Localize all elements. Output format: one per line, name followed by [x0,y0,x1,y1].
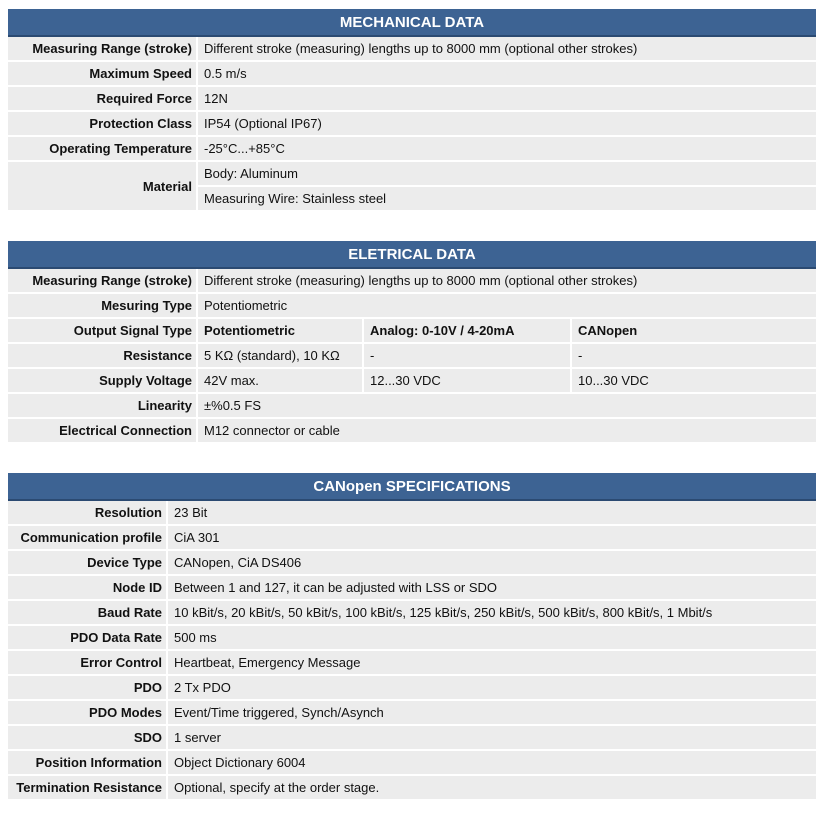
row-label: Supply Voltage [8,369,198,394]
table-row [8,501,816,526]
row-label: Baud Rate [8,601,168,626]
row-value: Object Dictionary 6004 [168,751,816,776]
row-value: 5 KΩ (standard), 10 KΩ [198,344,364,369]
row-value: Optional, specify at the order stage. [168,776,816,801]
row-label: Output Signal Type [8,319,198,344]
row-value: ±%0.5 FS [198,394,816,419]
table-row [8,162,816,187]
row-label: Material [8,162,198,212]
table-row [8,137,816,162]
row-label: Operating Temperature [8,137,198,162]
row-label: Position Information [8,751,168,776]
canopen-specifications-header: CANopen SPECIFICATIONS [8,473,816,501]
table-row [8,37,816,62]
electrical-data-header: ELETRICAL DATA [8,241,816,269]
canopen-specifications-section [8,473,816,801]
electrical-data-section [8,241,816,444]
row-value: M12 connector or cable [198,419,816,444]
row-value: 42V max. [198,369,364,394]
output-potentiometric-header: Potentiometric [198,319,364,344]
row-value: Between 1 and 127, it can be adjusted with LSS or SDO [168,576,816,601]
row-value: 0.5 m/s [198,62,816,87]
row-label: SDO [8,726,168,751]
row-label: PDO [8,676,168,701]
row-value: 500 ms [168,626,816,651]
table-row [8,62,816,87]
table-row [8,676,816,701]
table-row [8,112,816,137]
mechanical-data-table [8,37,816,212]
row-label: Error Control [8,651,168,676]
row-label: PDO Modes [8,701,168,726]
row-label: Resolution [8,501,168,526]
row-label: Termination Resistance [8,776,168,801]
table-row [8,419,816,444]
output-analog-header: Analog: 0-10V / 4-20mA [364,319,572,344]
table-row [8,551,816,576]
row-value: 1 server [168,726,816,751]
row-label: PDO Data Rate [8,626,168,651]
table-row [8,776,816,801]
electrical-data-table [8,269,816,444]
table-row [8,87,816,112]
row-value: 23 Bit [168,501,816,526]
row-value: Different stroke (measuring) lengths up to 8000 mm (optional other strokes) [198,269,816,294]
row-value: 10...30 VDC [572,369,816,394]
table-row [8,319,816,344]
table-row [8,751,816,776]
row-label: Communication profile [8,526,168,551]
row-value: Event/Time triggered, Synch/Asynch [168,701,816,726]
row-value: 12N [198,87,816,112]
row-label: Node ID [8,576,168,601]
row-value: Potentiometric [198,294,816,319]
table-row [8,369,816,394]
row-label: Measuring Range (stroke) [8,37,198,62]
row-value: -25°C...+85°C [198,137,816,162]
row-label: Required Force [8,87,198,112]
table-row [8,269,816,294]
table-row [8,601,816,626]
row-label: Measuring Range (stroke) [8,269,198,294]
row-label: Device Type [8,551,168,576]
row-value: - [364,344,572,369]
row-label: Electrical Connection [8,419,198,444]
mechanical-data-section [8,9,816,212]
table-row [8,294,816,319]
row-value: CiA 301 [168,526,816,551]
table-row [8,626,816,651]
output-canopen-header: CANopen [572,319,816,344]
table-row [8,344,816,369]
row-value: Different stroke (measuring) lengths up to 8000 mm (optional other strokes) [198,37,816,62]
row-value: CANopen, CiA DS406 [168,551,816,576]
row-value: 10 kBit/s, 20 kBit/s, 50 kBit/s, 100 kBit/s, 125 kBit/s, 250 kBit/s, 500 kBit/s, 800 kBit/s, 1 Mbit/s [168,601,816,626]
row-label: Protection Class [8,112,198,137]
row-value: - [572,344,816,369]
row-label: Mesuring Type [8,294,198,319]
row-value: 2 Tx PDO [168,676,816,701]
table-row [8,651,816,676]
row-label: Maximum Speed [8,62,198,87]
row-value: 12...30 VDC [364,369,572,394]
table-row [8,394,816,419]
row-label: Linearity [8,394,198,419]
row-value: Measuring Wire: Stainless steel [198,187,816,212]
row-value: IP54 (Optional IP67) [198,112,816,137]
table-row [8,576,816,601]
table-row [8,526,816,551]
table-row [8,701,816,726]
canopen-specifications-table [8,501,816,801]
row-value: Body: Aluminum [198,162,816,187]
mechanical-data-header: MECHANICAL DATA [8,9,816,37]
table-row [8,726,816,751]
row-value: Heartbeat, Emergency Message [168,651,816,676]
row-label: Resistance [8,344,198,369]
